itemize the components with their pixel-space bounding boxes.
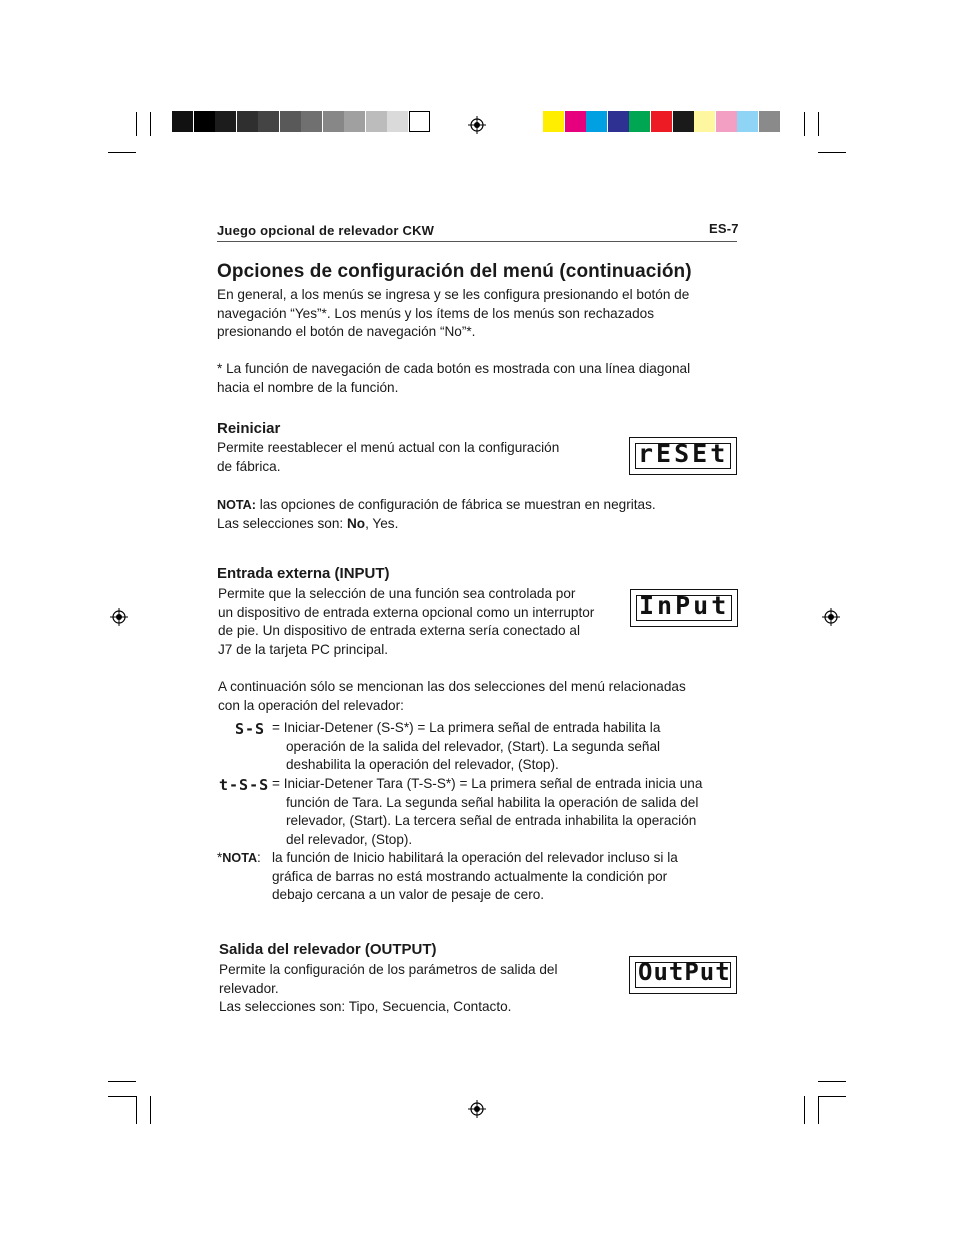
lcd-display-text: InPut bbox=[639, 591, 730, 620]
text-line: presionando el botón de navegación “No”*. bbox=[217, 324, 476, 340]
crop-mark bbox=[804, 1096, 805, 1124]
option-code-t-s-s: t-S-S bbox=[219, 776, 270, 794]
text-line: de pie. Un dispositivo de entrada externa sería conectado al bbox=[218, 623, 580, 639]
crop-mark bbox=[818, 1096, 819, 1124]
text-line bbox=[217, 515, 656, 534]
text-line: Las selecciones son: Tipo, Secuencia, Contacto. bbox=[219, 999, 512, 1015]
lcd-display-text: rESEt bbox=[638, 439, 729, 468]
lcd-display-reset bbox=[629, 437, 737, 475]
registration-mark-icon bbox=[468, 1100, 486, 1118]
reiniciar-nota bbox=[217, 496, 656, 533]
text-line: operación de la salida del relevador, (Start). La segunda señal bbox=[286, 738, 661, 754]
gray-swatch bbox=[280, 111, 301, 132]
text-line: hacia el nombre de la función. bbox=[217, 379, 399, 395]
nota-star: * bbox=[217, 850, 223, 865]
lcd-display-text: OutPut bbox=[638, 958, 731, 986]
reiniciar-description bbox=[217, 439, 559, 476]
gray-swatch bbox=[387, 111, 408, 132]
page-number: ES-7 bbox=[709, 221, 739, 236]
color-swatch bbox=[586, 111, 607, 132]
gray-swatch bbox=[301, 111, 322, 132]
nota-colon: : bbox=[257, 850, 261, 865]
crop-mark bbox=[150, 112, 151, 136]
option-s-s-description bbox=[272, 719, 660, 775]
text-line: A continuación sólo se mencionan las dos selecciones del menú relacionadas bbox=[218, 679, 686, 694]
input-description bbox=[218, 585, 594, 659]
crop-mark bbox=[804, 112, 805, 136]
color-swatch bbox=[651, 111, 672, 132]
text-line: función de Tara. La segunda señal habilita la operación de salida del bbox=[286, 794, 699, 810]
nota-text: las opciones de configuración de fábrica se muestran en negritas. bbox=[255, 497, 656, 512]
text-line: del relevador, (Stop). bbox=[286, 831, 413, 847]
text-line: relevador, (Start). La tercera señal de entrada inhabilita la operación bbox=[286, 813, 697, 829]
section-heading-output: Salida del relevador (OUTPUT) bbox=[219, 941, 437, 958]
text-line: = Iniciar-Detener Tara (T-S-S*) = La primera señal de entrada inicia una bbox=[272, 776, 703, 791]
registration-mark-icon bbox=[468, 116, 486, 134]
text-line: gráfica de barras no está mostrando actualmente la condición por bbox=[272, 868, 668, 884]
gray-swatch bbox=[237, 111, 258, 132]
intro-paragraph bbox=[217, 286, 689, 342]
nota-label: NOTA bbox=[222, 851, 258, 865]
color-swatch bbox=[759, 111, 780, 132]
text-line: Permite que la selección de una función sea controlada por bbox=[218, 586, 576, 601]
crop-mark bbox=[136, 112, 137, 136]
section-heading-input: Entrada externa (INPUT) bbox=[217, 565, 390, 582]
selections-prefix: Las selecciones son: bbox=[217, 515, 347, 531]
intro-footnote bbox=[217, 360, 690, 397]
crop-mark bbox=[108, 1081, 136, 1082]
text-line: navegación “Yes”*. Los menús y los ítems de los menús son rechazados bbox=[217, 305, 654, 321]
color-swatch bbox=[543, 111, 564, 132]
text-line: J7 de la tarjeta PC principal. bbox=[218, 641, 389, 657]
text-line: En general, a los menús se ingresa y se les configura presionando el botón de bbox=[217, 287, 690, 302]
color-swatch bbox=[673, 111, 694, 132]
crop-mark bbox=[150, 1096, 151, 1124]
text-line: = Iniciar-Detener (S-S*) = La primera señal de entrada habilita la bbox=[272, 720, 661, 735]
option-t-s-s-description bbox=[272, 775, 702, 849]
crop-mark bbox=[818, 112, 819, 136]
gray-swatch bbox=[215, 111, 236, 132]
text-line: deshabilita la operación del relevador, (Stop). bbox=[286, 757, 559, 773]
crop-mark bbox=[108, 1096, 136, 1097]
text-line: Permite reestablecer el menú actual con la configuración bbox=[217, 440, 560, 455]
color-swatch bbox=[608, 111, 629, 132]
gray-swatch bbox=[323, 111, 344, 132]
output-description bbox=[219, 961, 558, 1017]
color-swatch bbox=[565, 111, 586, 132]
selection-default: No bbox=[346, 515, 366, 531]
gray-swatch bbox=[409, 111, 430, 132]
page-title: Opciones de configuración del menú (continuación) bbox=[217, 261, 692, 282]
registration-mark-icon bbox=[822, 608, 840, 626]
gray-swatch bbox=[258, 111, 279, 132]
nota-label: NOTA: bbox=[217, 498, 256, 512]
input-nota-label bbox=[217, 849, 261, 868]
text-line: relevador. bbox=[219, 980, 279, 996]
header-rule bbox=[217, 241, 737, 242]
running-header-title: Juego opcional de relevador CKW bbox=[217, 223, 435, 238]
section-heading-reiniciar: Reiniciar bbox=[217, 420, 281, 437]
text-line: * La función de navegación de cada botón es mostrada con una línea diagonal bbox=[217, 361, 691, 376]
input-continuation bbox=[218, 678, 686, 715]
color-swatch bbox=[737, 111, 758, 132]
crop-mark bbox=[818, 1096, 846, 1097]
text-line: debajo cercana a un valor de pesaje de cero. bbox=[272, 887, 545, 903]
color-swatch bbox=[629, 111, 650, 132]
text-line: la función de Inicio habilitará la operación del relevador incluso si la bbox=[272, 850, 678, 865]
text-line bbox=[217, 496, 656, 515]
color-swatch bbox=[716, 111, 737, 132]
option-code-s-s: S-S bbox=[235, 720, 266, 738]
text-line: con la operación del relevador: bbox=[218, 697, 404, 713]
crop-mark bbox=[108, 152, 136, 153]
text-line: de fábrica. bbox=[217, 458, 281, 474]
crop-mark bbox=[818, 152, 846, 153]
registration-mark-icon bbox=[110, 608, 128, 626]
text-line: Permite la configuración de los parámetros de salida del bbox=[219, 962, 558, 977]
selections-rest: , Yes. bbox=[365, 515, 399, 531]
text-line: un dispositivo de entrada externa opcional como un interruptor bbox=[218, 604, 595, 620]
gray-swatch bbox=[366, 111, 387, 132]
input-nota-text bbox=[272, 849, 678, 905]
crop-mark bbox=[136, 1096, 137, 1124]
gray-swatch bbox=[172, 111, 193, 132]
color-swatch bbox=[694, 111, 715, 132]
gray-swatch bbox=[194, 111, 215, 132]
gray-swatch bbox=[344, 111, 365, 132]
lcd-display-output bbox=[629, 956, 737, 994]
lcd-display-input bbox=[630, 589, 738, 627]
crop-mark bbox=[818, 1081, 846, 1082]
